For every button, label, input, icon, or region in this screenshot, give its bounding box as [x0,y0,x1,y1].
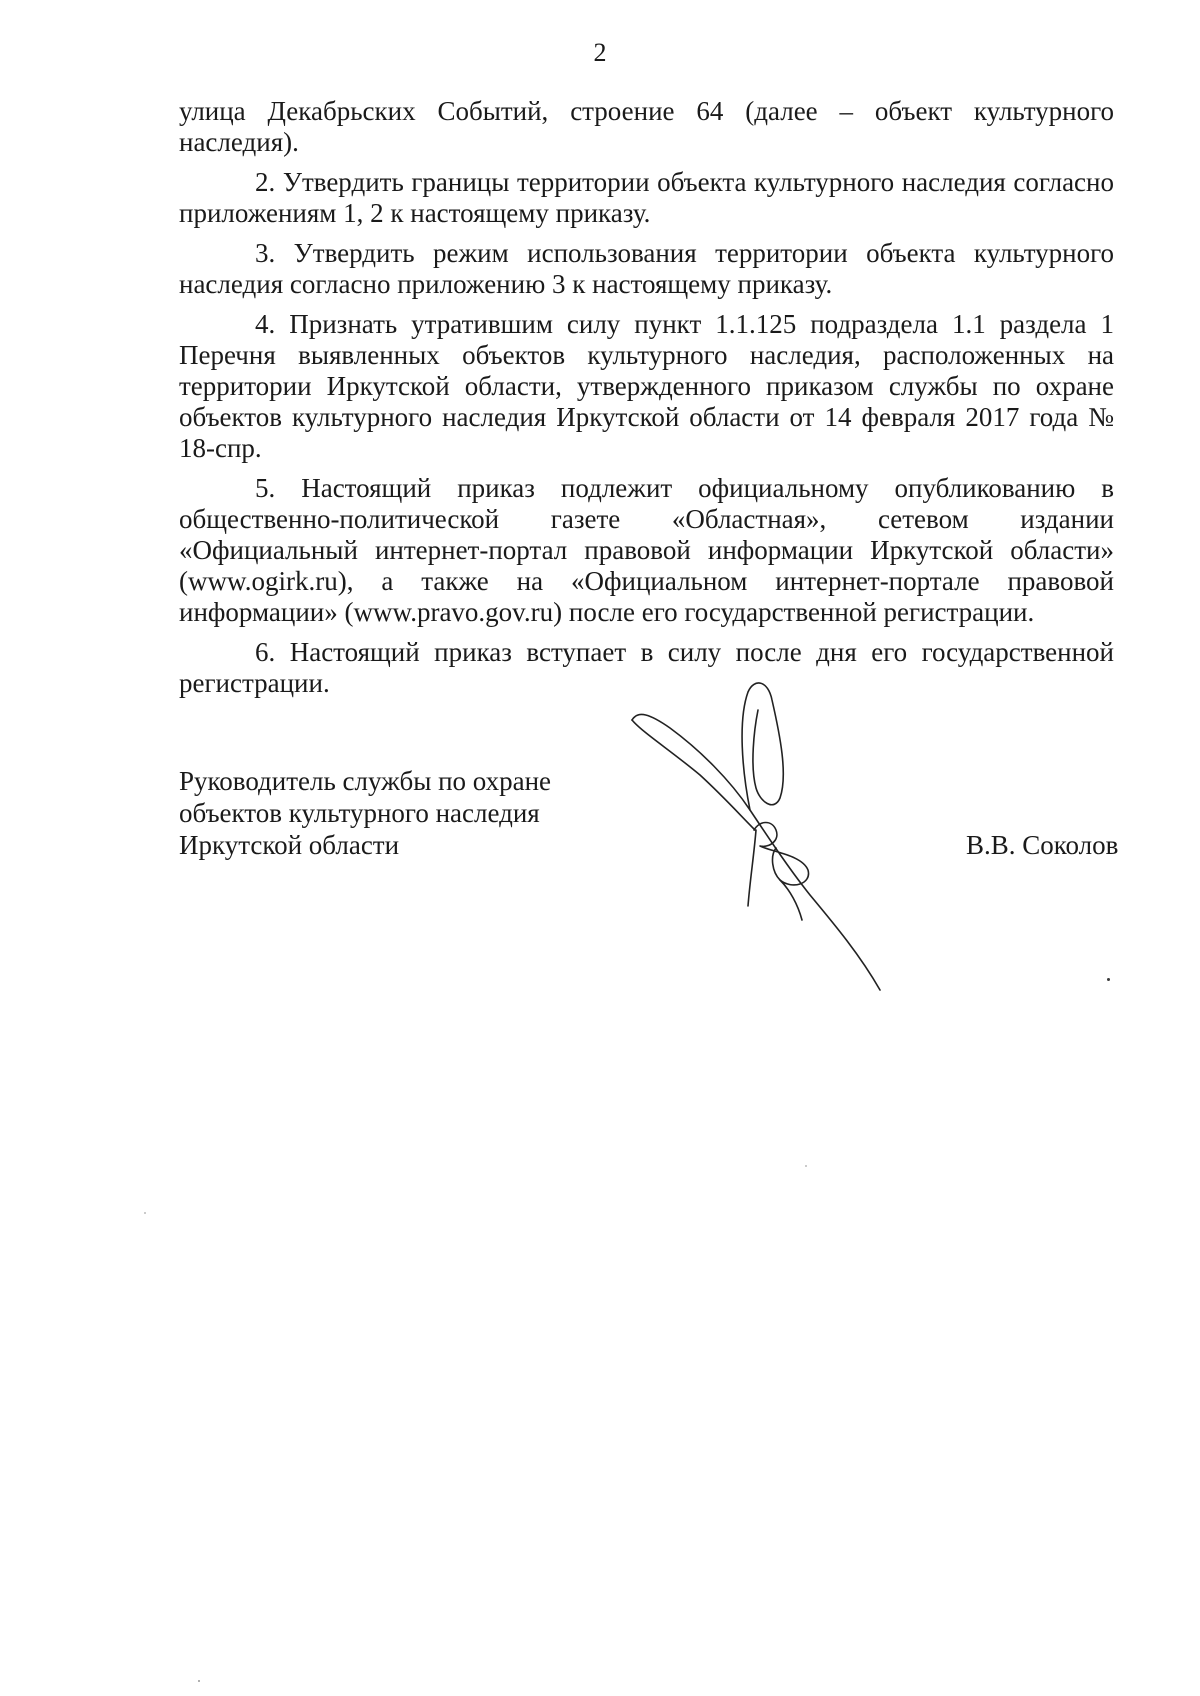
scan-speck [805,1165,807,1167]
signatory-position-line: Руководитель службы по охране [179,766,552,796]
signatory-position-line: Иркутской области [179,830,400,860]
signatory-position-line: объектов культурного наследия [179,798,540,828]
paragraph-item-3: 3. Утвердить режим использования территории объекта культурного наследия согласно приложению 3 к настоящему приказу. [179,238,1114,299]
scan-speck [144,1212,146,1214]
signatory-position [179,765,551,861]
paragraph-item-4: 4. Признать утратившим силу пункт 1.1.125 подраздела 1.1 раздела 1 Перечня выявленных объектов культурного наследия, расположенных на территории Иркутской области, утвержденного приказом службы по охране объектов культурного наследия Иркутской области от 14 февраля 2017 года № 18-спр. [179,309,1114,463]
document-body [179,96,1114,708]
page-number: 2 [593,38,607,67]
scan-speck [198,1680,200,1682]
paragraph-item-6: 6. Настоящий приказ вступает в силу после дня его государственной регистрации. [179,637,1114,698]
handwritten-signature [630,680,920,1010]
paragraph-item-2: 2. Утвердить границы территории объекта культурного наследия согласно приложениям 1, 2 к настоящему приказу. [179,167,1114,228]
paragraph-continuation: улица Декабрьских Событий, строение 64 (далее – объект культурного наследия). [179,96,1114,157]
signer-name: В.В. Соколов [966,830,1119,860]
scan-speck [1107,978,1110,981]
paragraph-item-5: 5. Настоящий приказ подлежит официальному опубликованию в общественно-политической газете «Областная», сетевом издании «Официальный интернет-портал правовой информации Иркутской области» (www.ogirk.ru), а также на «Официальном интернет-портале правовой информации» (www.pravo.gov.ru) после его государственной регистрации. [179,473,1114,627]
